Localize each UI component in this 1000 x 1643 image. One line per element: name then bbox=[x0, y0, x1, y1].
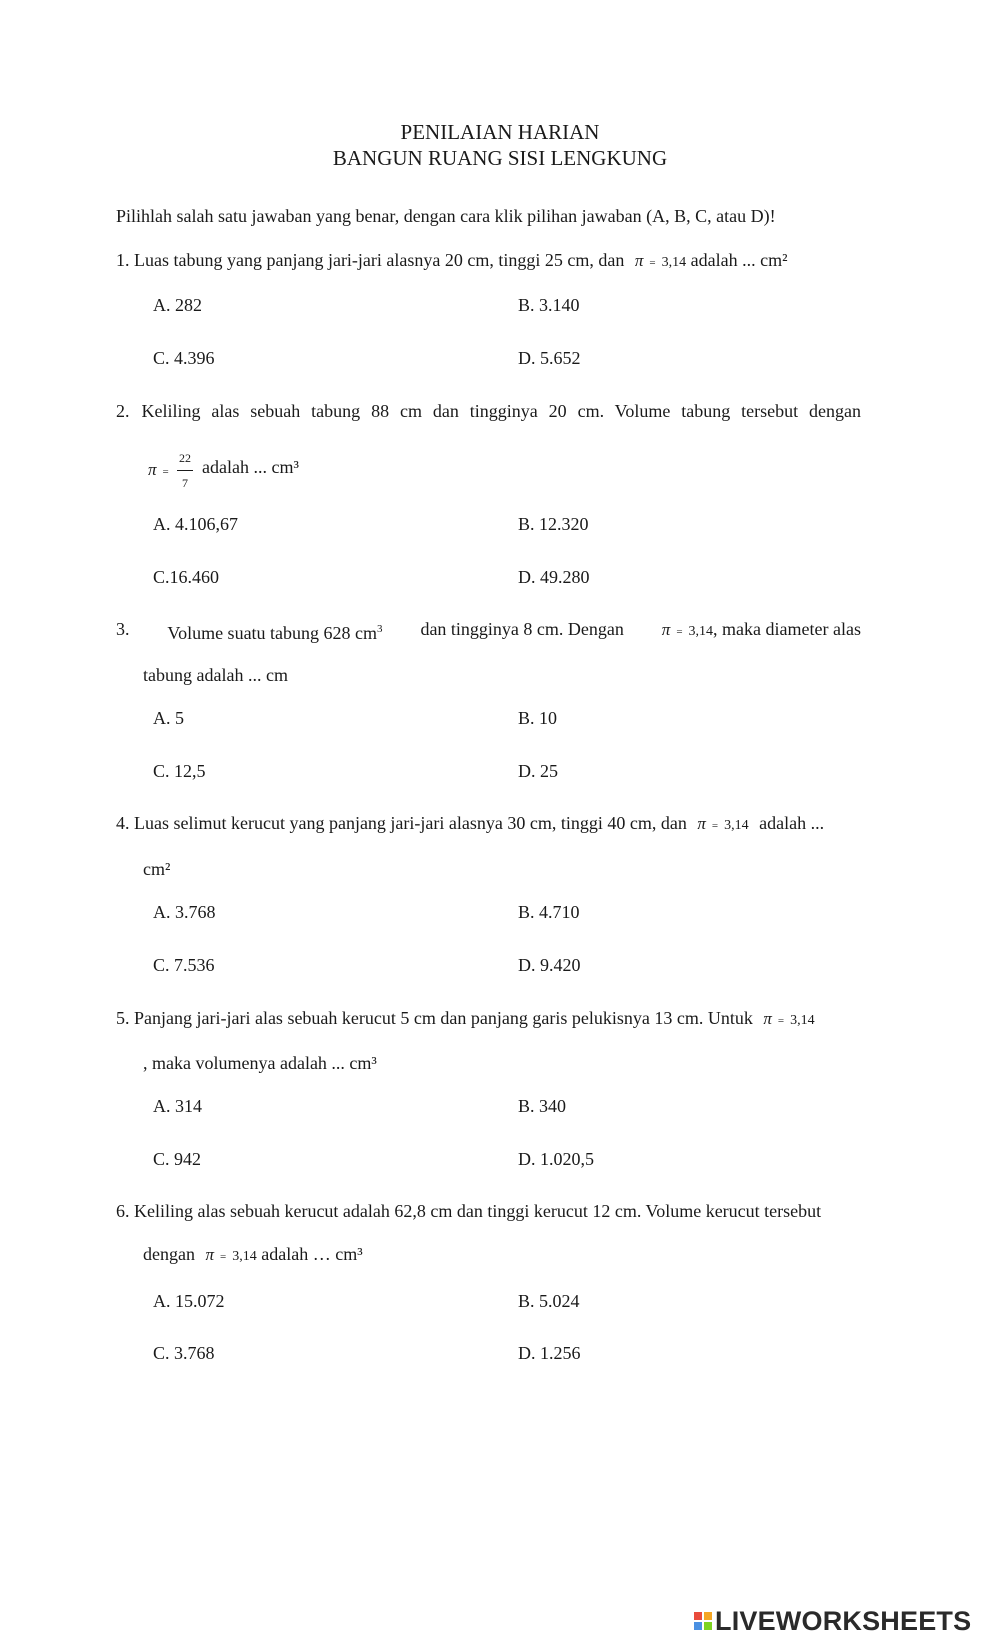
pi-value: 3,14 bbox=[232, 1249, 257, 1264]
pi-symbol: π bbox=[634, 251, 644, 270]
option-2c[interactable]: C.16.460 bbox=[153, 567, 220, 587]
option-4b[interactable]: B. 4.710 bbox=[518, 902, 580, 922]
option-5c[interactable]: C. 942 bbox=[153, 1149, 202, 1169]
option-6c[interactable]: C. 3.768 bbox=[153, 1343, 215, 1363]
question-text: Luas tabung yang panjang jari-jari alasnya 20 cm, tinggi 25 cm, dan bbox=[134, 250, 625, 270]
question-tail: adalah ... bbox=[759, 813, 825, 833]
equals-sign: = bbox=[711, 820, 719, 832]
question-number: 5. bbox=[116, 1008, 130, 1028]
logo-square-3 bbox=[694, 1622, 702, 1630]
option-1c[interactable]: C. 4.396 bbox=[153, 348, 215, 368]
logo-icon bbox=[694, 1612, 712, 1630]
question-2-pi bbox=[148, 457, 175, 484]
fraction-bar bbox=[177, 470, 193, 471]
pi-value: 3,14 bbox=[790, 1013, 815, 1028]
option-2a[interactable]: A. 4.106,67 bbox=[153, 514, 238, 534]
question-6-line2 bbox=[143, 1242, 363, 1269]
option-4a[interactable]: A. 3.768 bbox=[153, 902, 216, 922]
option-6b[interactable]: B. 5.024 bbox=[518, 1291, 580, 1311]
option-2d[interactable]: D. 49.280 bbox=[518, 567, 590, 587]
pi-symbol: π bbox=[763, 1009, 772, 1028]
page-subtitle: BANGUN RUANG SISI LENGKUNG bbox=[332, 146, 668, 170]
question-2 bbox=[116, 399, 861, 423]
logo-square-4 bbox=[704, 1622, 712, 1630]
logo-square-2 bbox=[704, 1612, 712, 1620]
question-number: 2. bbox=[116, 401, 130, 421]
pi-symbol: π bbox=[697, 814, 706, 833]
fraction-numerator: 22 bbox=[179, 451, 191, 465]
question-tail: adalah … cm³ bbox=[261, 1244, 363, 1264]
pi-symbol: π bbox=[205, 1245, 215, 1264]
question-number: 6. bbox=[116, 1201, 130, 1221]
logo-square-1 bbox=[694, 1612, 702, 1620]
option-5a[interactable]: A. 314 bbox=[153, 1096, 202, 1116]
equals-sign: = bbox=[777, 1015, 785, 1027]
pi-symbol: π bbox=[148, 460, 157, 479]
question-number: 1. bbox=[116, 250, 130, 270]
option-3a[interactable]: A. 5 bbox=[153, 708, 184, 728]
question-6 bbox=[116, 1199, 821, 1223]
fraction-denominator: 7 bbox=[182, 476, 188, 490]
question-4 bbox=[116, 811, 824, 838]
pi-expression: π = 3,14, maka diameter alas bbox=[661, 619, 861, 639]
question-number: 3. bbox=[116, 619, 130, 639]
equals-sign: = bbox=[162, 466, 169, 478]
question-number: 4. bbox=[116, 813, 130, 833]
question-text: Luas selimut kerucut yang panjang jari-jari alasnya 30 cm, tinggi 40 cm, dan bbox=[134, 813, 687, 833]
option-6d[interactable]: D. 1.256 bbox=[518, 1343, 581, 1363]
equals-sign: = bbox=[649, 257, 656, 269]
question-1 bbox=[116, 248, 787, 275]
option-4c[interactable]: C. 7.536 bbox=[153, 955, 215, 975]
option-3d[interactable]: D. 25 bbox=[518, 761, 558, 781]
option-6a[interactable]: A. 15.072 bbox=[153, 1291, 225, 1311]
option-2b[interactable]: B. 12.320 bbox=[518, 514, 589, 534]
question-text: Keliling alas sebuah kerucut adalah 62,8 cm dan tinggi kerucut 12 cm. Volume kerucut tersebut bbox=[134, 1201, 822, 1221]
equals-sign: = bbox=[220, 1251, 227, 1263]
option-1b[interactable]: B. 3.140 bbox=[518, 295, 580, 315]
question-5 bbox=[116, 1006, 815, 1033]
question-text: Panjang jari-jari alas sebuah kerucut 5 cm dan panjang garis pelukisnya 13 cm. Untuk bbox=[134, 1008, 753, 1028]
question-text-a: Volume suatu tabung 628 $cm^3$ bbox=[167, 623, 383, 643]
question-tail: adalah ... cm² bbox=[690, 250, 788, 270]
question-4-line2: cm² bbox=[143, 859, 171, 879]
option-3b[interactable]: B. 10 bbox=[518, 708, 558, 728]
option-5d[interactable]: D. 1.020,5 bbox=[518, 1149, 594, 1169]
question-3 bbox=[116, 617, 861, 645]
option-4d[interactable]: D. 9.420 bbox=[518, 955, 581, 975]
logo-text: LIVEWORKSHEETS bbox=[715, 1605, 972, 1636]
pi-value: 3,14 bbox=[661, 255, 687, 270]
question-text: Keliling alas sebuah tabung 88 cm dan tingginya 20 cm. Volume tabung tersebut dengan bbox=[141, 401, 861, 421]
question-5-line2: , maka volumenya adalah ... cm³ bbox=[143, 1053, 377, 1073]
option-1a[interactable]: A. 282 bbox=[153, 295, 202, 315]
option-3c[interactable]: C. 12,5 bbox=[153, 761, 206, 781]
question-3-line2: tabung adalah ... cm bbox=[143, 665, 288, 685]
instruction-text: Pilihlah salah satu jawaban yang benar, dengan cara klik pilihan jawaban (A, B, C, atau D)! bbox=[116, 206, 776, 226]
page-title: PENILAIAN HARIAN bbox=[400, 120, 600, 144]
option-5b[interactable]: B. 340 bbox=[518, 1096, 567, 1116]
pi-value: 3,14 bbox=[724, 818, 749, 833]
question-text: dengan bbox=[143, 1244, 195, 1264]
question-text-b: dan tingginya 8 cm. Dengan bbox=[420, 619, 624, 639]
option-1d[interactable]: D. 5.652 bbox=[518, 348, 581, 368]
liveworksheets-logo bbox=[694, 1606, 971, 1636]
question-tail: adalah ... cm³ bbox=[202, 457, 299, 477]
